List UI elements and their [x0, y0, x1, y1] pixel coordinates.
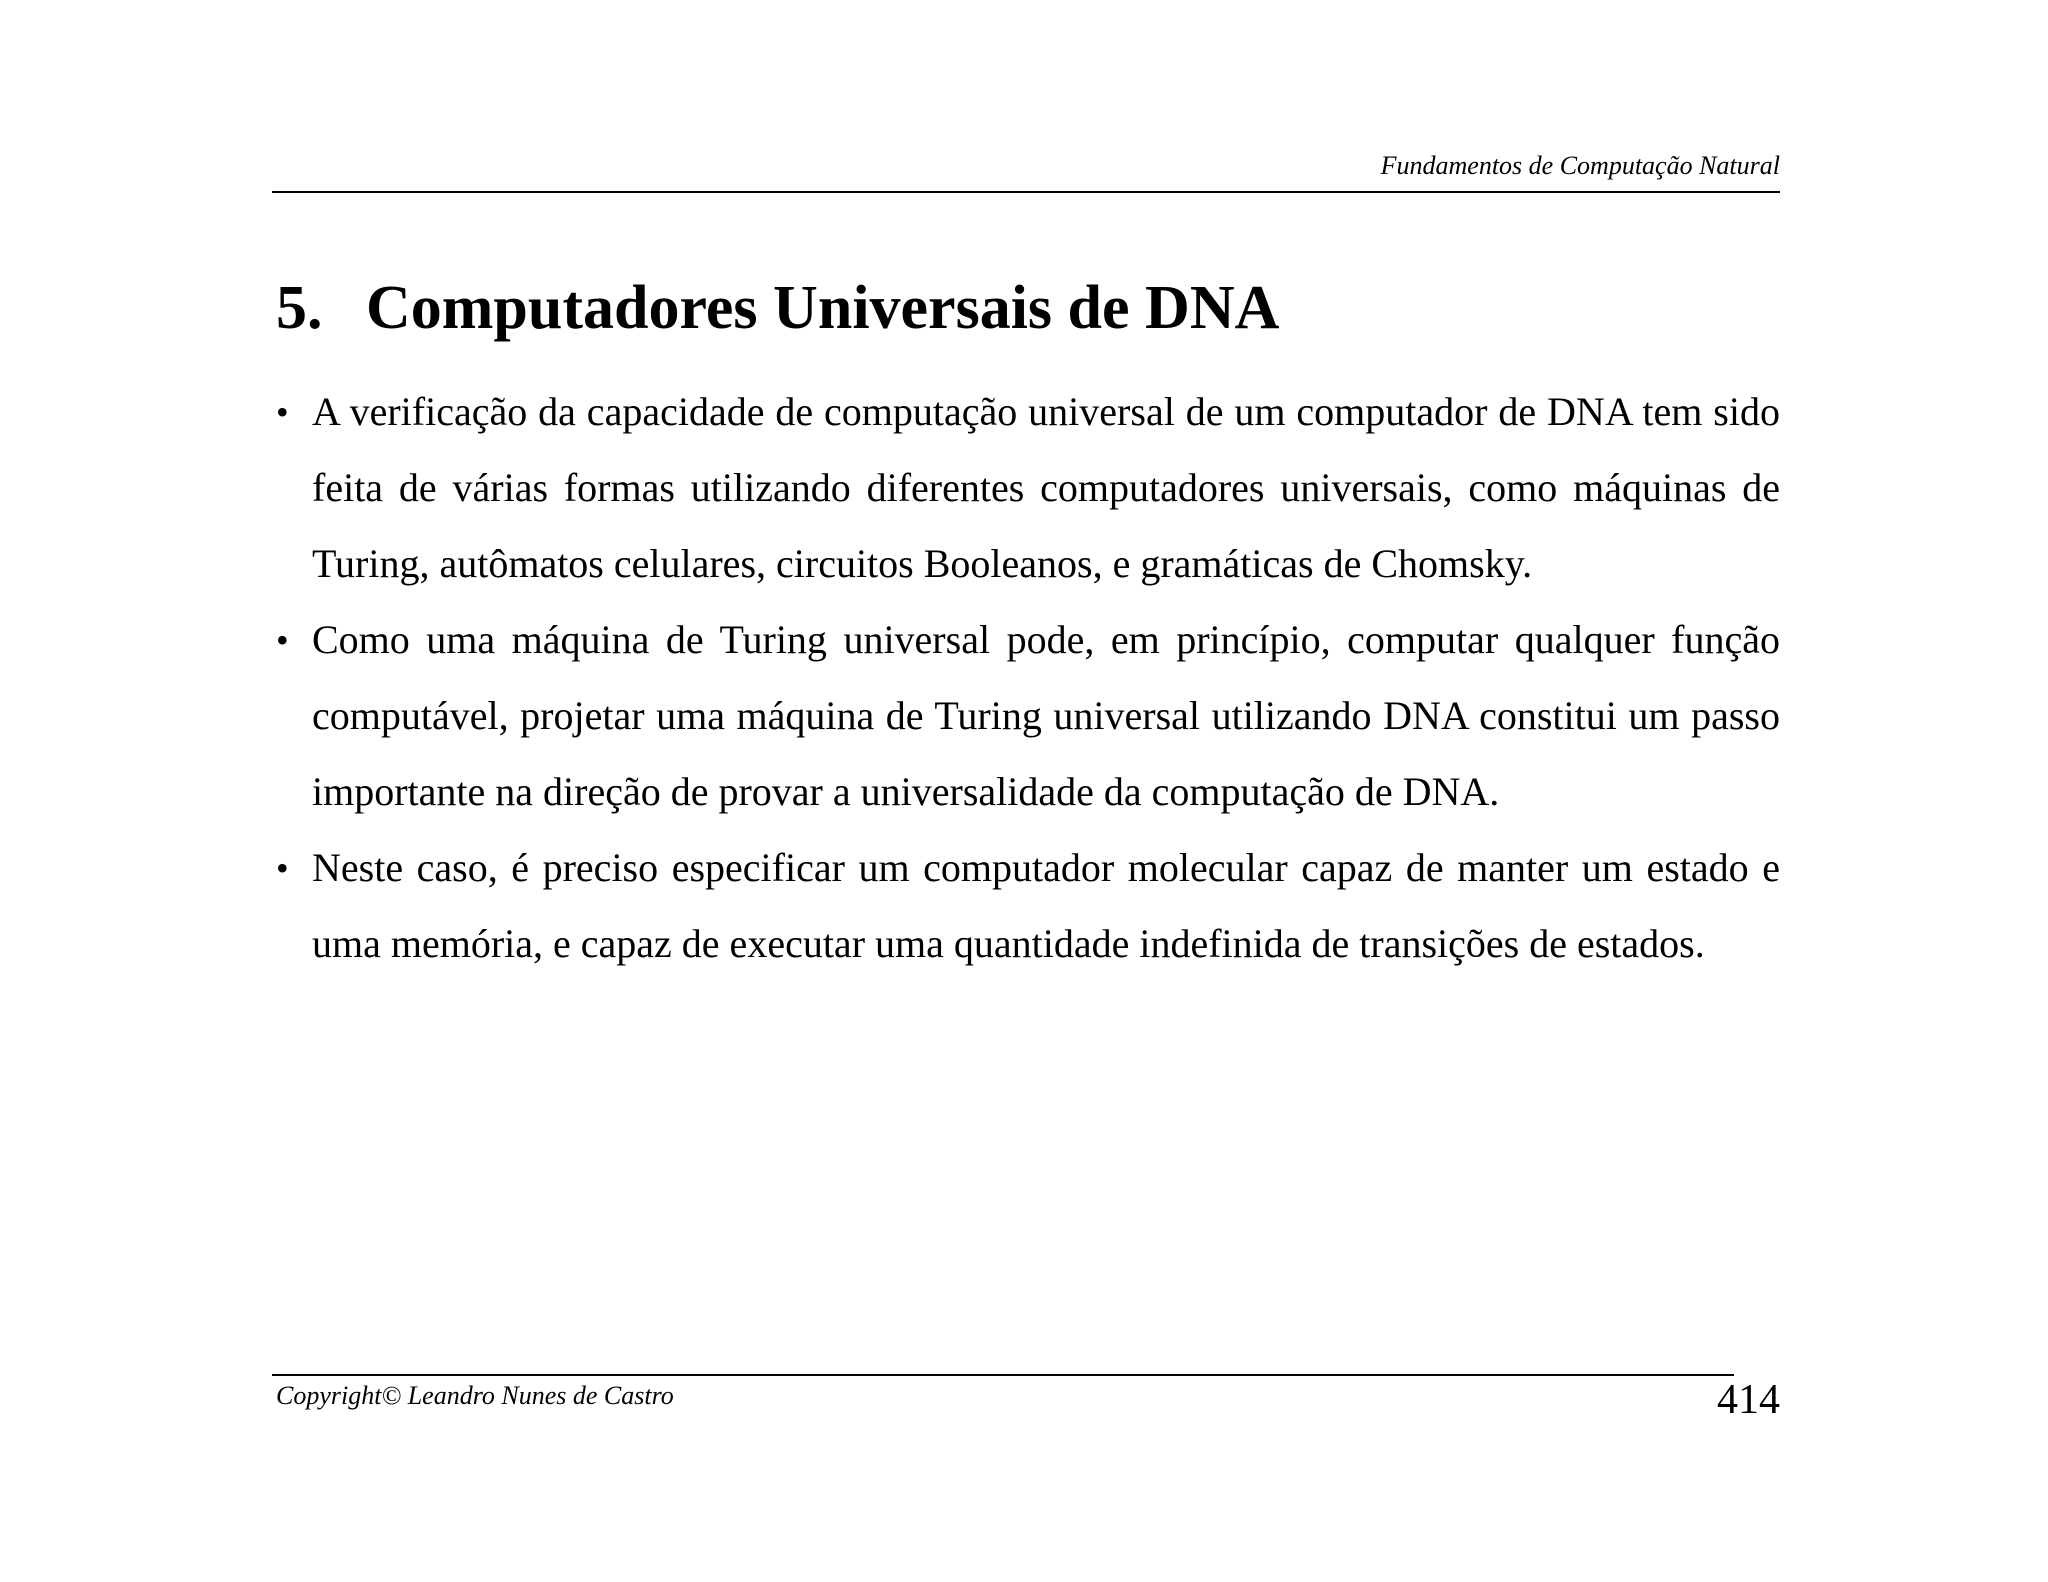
bullet-list [272, 374, 1780, 982]
page-number: 414 [1717, 1377, 1780, 1423]
bullet-text: Neste caso, é preciso especificar um computador molecular capaz de manter um estado e uma memória, e capaz de executar uma quantidade indefinida de transições de estados. [312, 845, 1780, 966]
header-divider [272, 191, 1780, 193]
section-number: 5. [276, 274, 323, 342]
section-title [276, 268, 1279, 348]
bullet-item [272, 830, 1780, 982]
copyright-notice: Copyright© Leandro Nunes de Castro [276, 1381, 674, 1410]
running-header: Fundamentos de Computação Natural [1380, 151, 1780, 180]
section-title-text: Computadores Universais de DNA [366, 274, 1280, 342]
bullet-icon: • [276, 620, 289, 660]
footer-divider [272, 1374, 1734, 1376]
bullet-item [272, 602, 1780, 830]
bullet-icon: • [276, 392, 289, 432]
bullet-item [272, 374, 1780, 602]
bullet-text: Como uma máquina de Turing universal pode, em princípio, computar qualquer função computável, projetar uma máquina de Turing universal utilizando DNA constitui um passo importante na direção de provar a universalidade da computação de DNA. [312, 617, 1780, 814]
bullet-icon: • [276, 848, 289, 888]
bullet-text: A verificação da capacidade de computação universal de um computador de DNA tem sido feita de várias formas utilizando diferentes computadores universais, como máquinas de Turing, autômatos celulares, circuitos Booleanos, e gramáticas de Chomsky. [312, 389, 1780, 586]
